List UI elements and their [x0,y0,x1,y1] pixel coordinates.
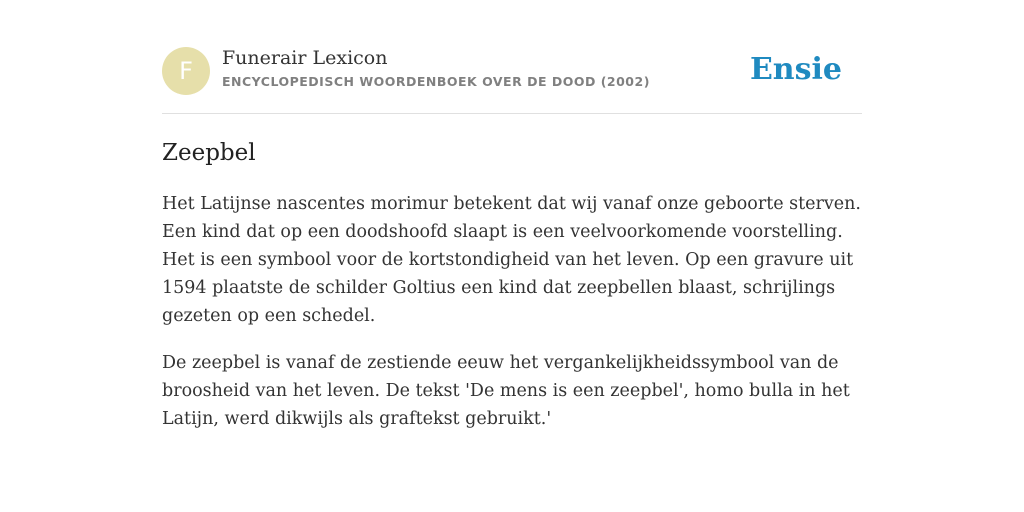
divider [162,113,862,114]
source-header [162,47,862,95]
entry-paragraph: De zeepbel is vanaf de zestiende eeuw het vergankelijkheidssymbool van de broosheid van het leven. De tekst 'De mens is een zeepbel', homo bulla in het Latijn, werd dikwijls als graftekst gebruikt.' [162,353,850,429]
entry-title: Zeepbel [162,140,256,166]
source-avatar[interactable]: F [162,47,210,95]
entry-paragraph: Het Latijnse nascentes morimur betekent dat wij vanaf onze geboorte sterven. Een kind dat op een doodshoofd slaapt is een veelvoorkomende voorstelling. Het is een symbool voor de kortstondigheid van het leven. Op een gravure uit 1594 plaatste de schilder Goltius een kind dat zeepbellen blaast, schrijlings gezeten op een schedel. [162,194,861,326]
entry-body [162,190,867,452]
source-title[interactable]: Funerair Lexicon [222,47,388,69]
source-subtitle: ENCYCLOPEDISCH WOORDENBOEK OVER DE DOOD (2002) [222,74,650,89]
brand-logo[interactable]: Ensie [749,52,842,87]
